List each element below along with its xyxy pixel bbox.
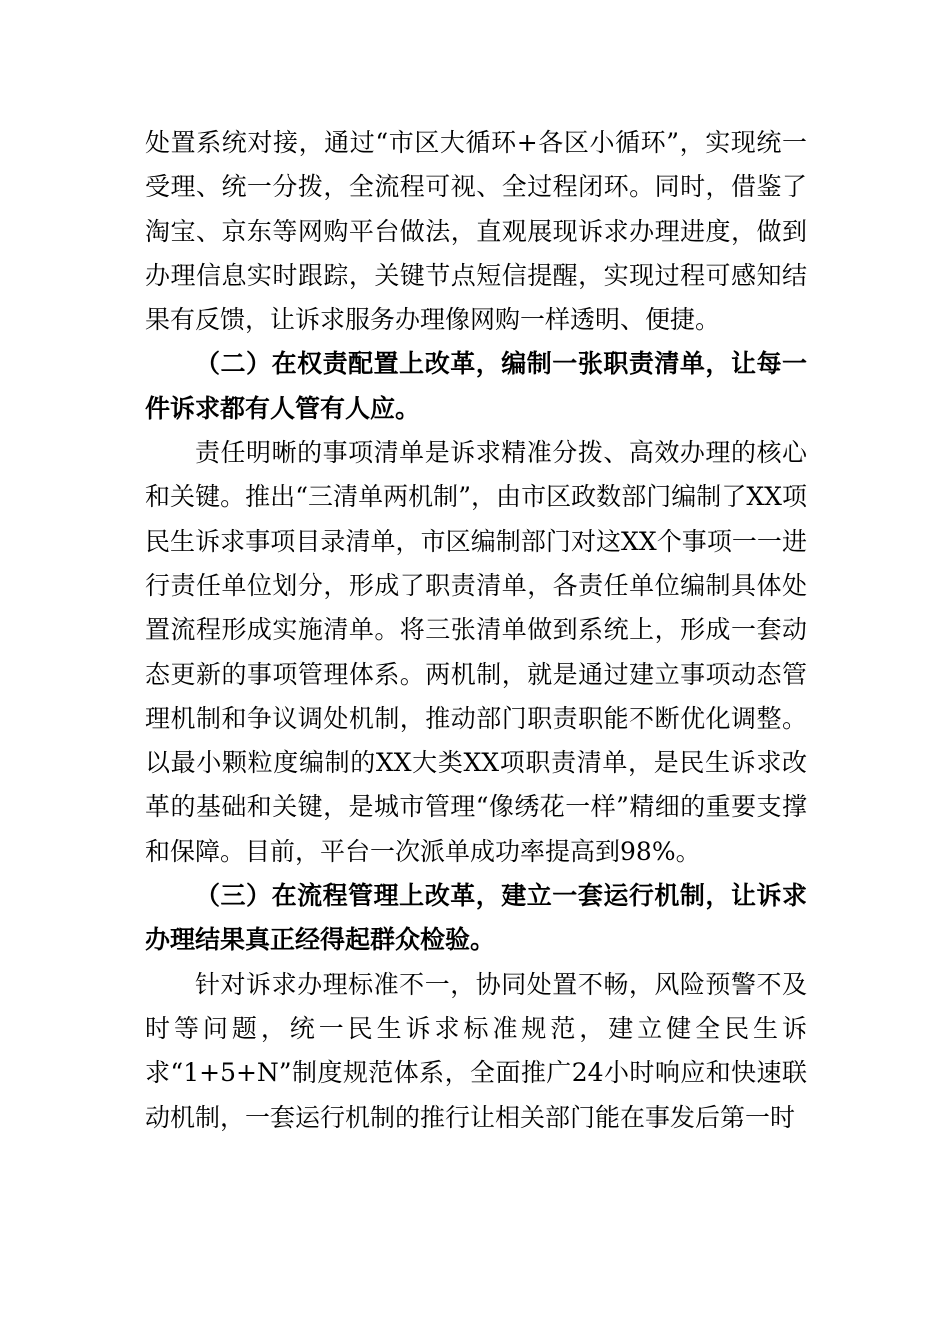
paragraph-continuation: 处置系统对接，通过“市区大循环+各区小循环”，实现统一受理、统一分拨，全流程可视、全过程闭环。同时，借鉴了淘宝、京东等网购平台做法，直观展现诉求办理进度，做到办理信息实时跟踪，关键节点短信提醒，实现过程可感知结果有反馈，让诉求服务办理像网购一样透明、便捷。 [145, 128, 807, 335]
paragraph-responsibility-list: 责任明晰的事项清单是诉求精准分拨、高效办理的核心和关键。推出“三清单两机制”，由市区政数部门编制了XX项民生诉求事项目录清单，市区编制部门对这XX个事项一一进行责任单位划分，形成了职责清单，各责任单位编制具体处置流程形成实施清单。将三张清单做到系统上，形成一套动态更新的事项管理体系。两机制，就是通过建立事项动态管理机制和争议调处机制，推动部门职责职能不断优化调整。以最小颗粒度编制的XX大类XX项职责清单，是民生诉求改革的基础和关键，是城市管理“像绣花一样”精细的重要支撑和保障。目前，平台一次派单成功率提高到98%。 [145, 438, 807, 866]
section-heading-3: （三）在流程管理上改革，建立一套运行机制，让诉求办理结果真正经得起群众检验。 [145, 881, 807, 955]
document-body [145, 121, 807, 1140]
paragraph-process-management: 针对诉求办理标准不一，协同处置不畅，风险预警不及时等问题，统一民生诉求标准规范，建立健全民生诉求“1+5+N”制度规范体系，全面推广24小时响应和快速联动机制，一套运行机制的推行让相关部门能在事发后第一时 [145, 969, 807, 1132]
section-heading-2: （二）在权责配置上改革，编制一张职责清单，让每一件诉求都有人管有人应。 [145, 349, 807, 423]
